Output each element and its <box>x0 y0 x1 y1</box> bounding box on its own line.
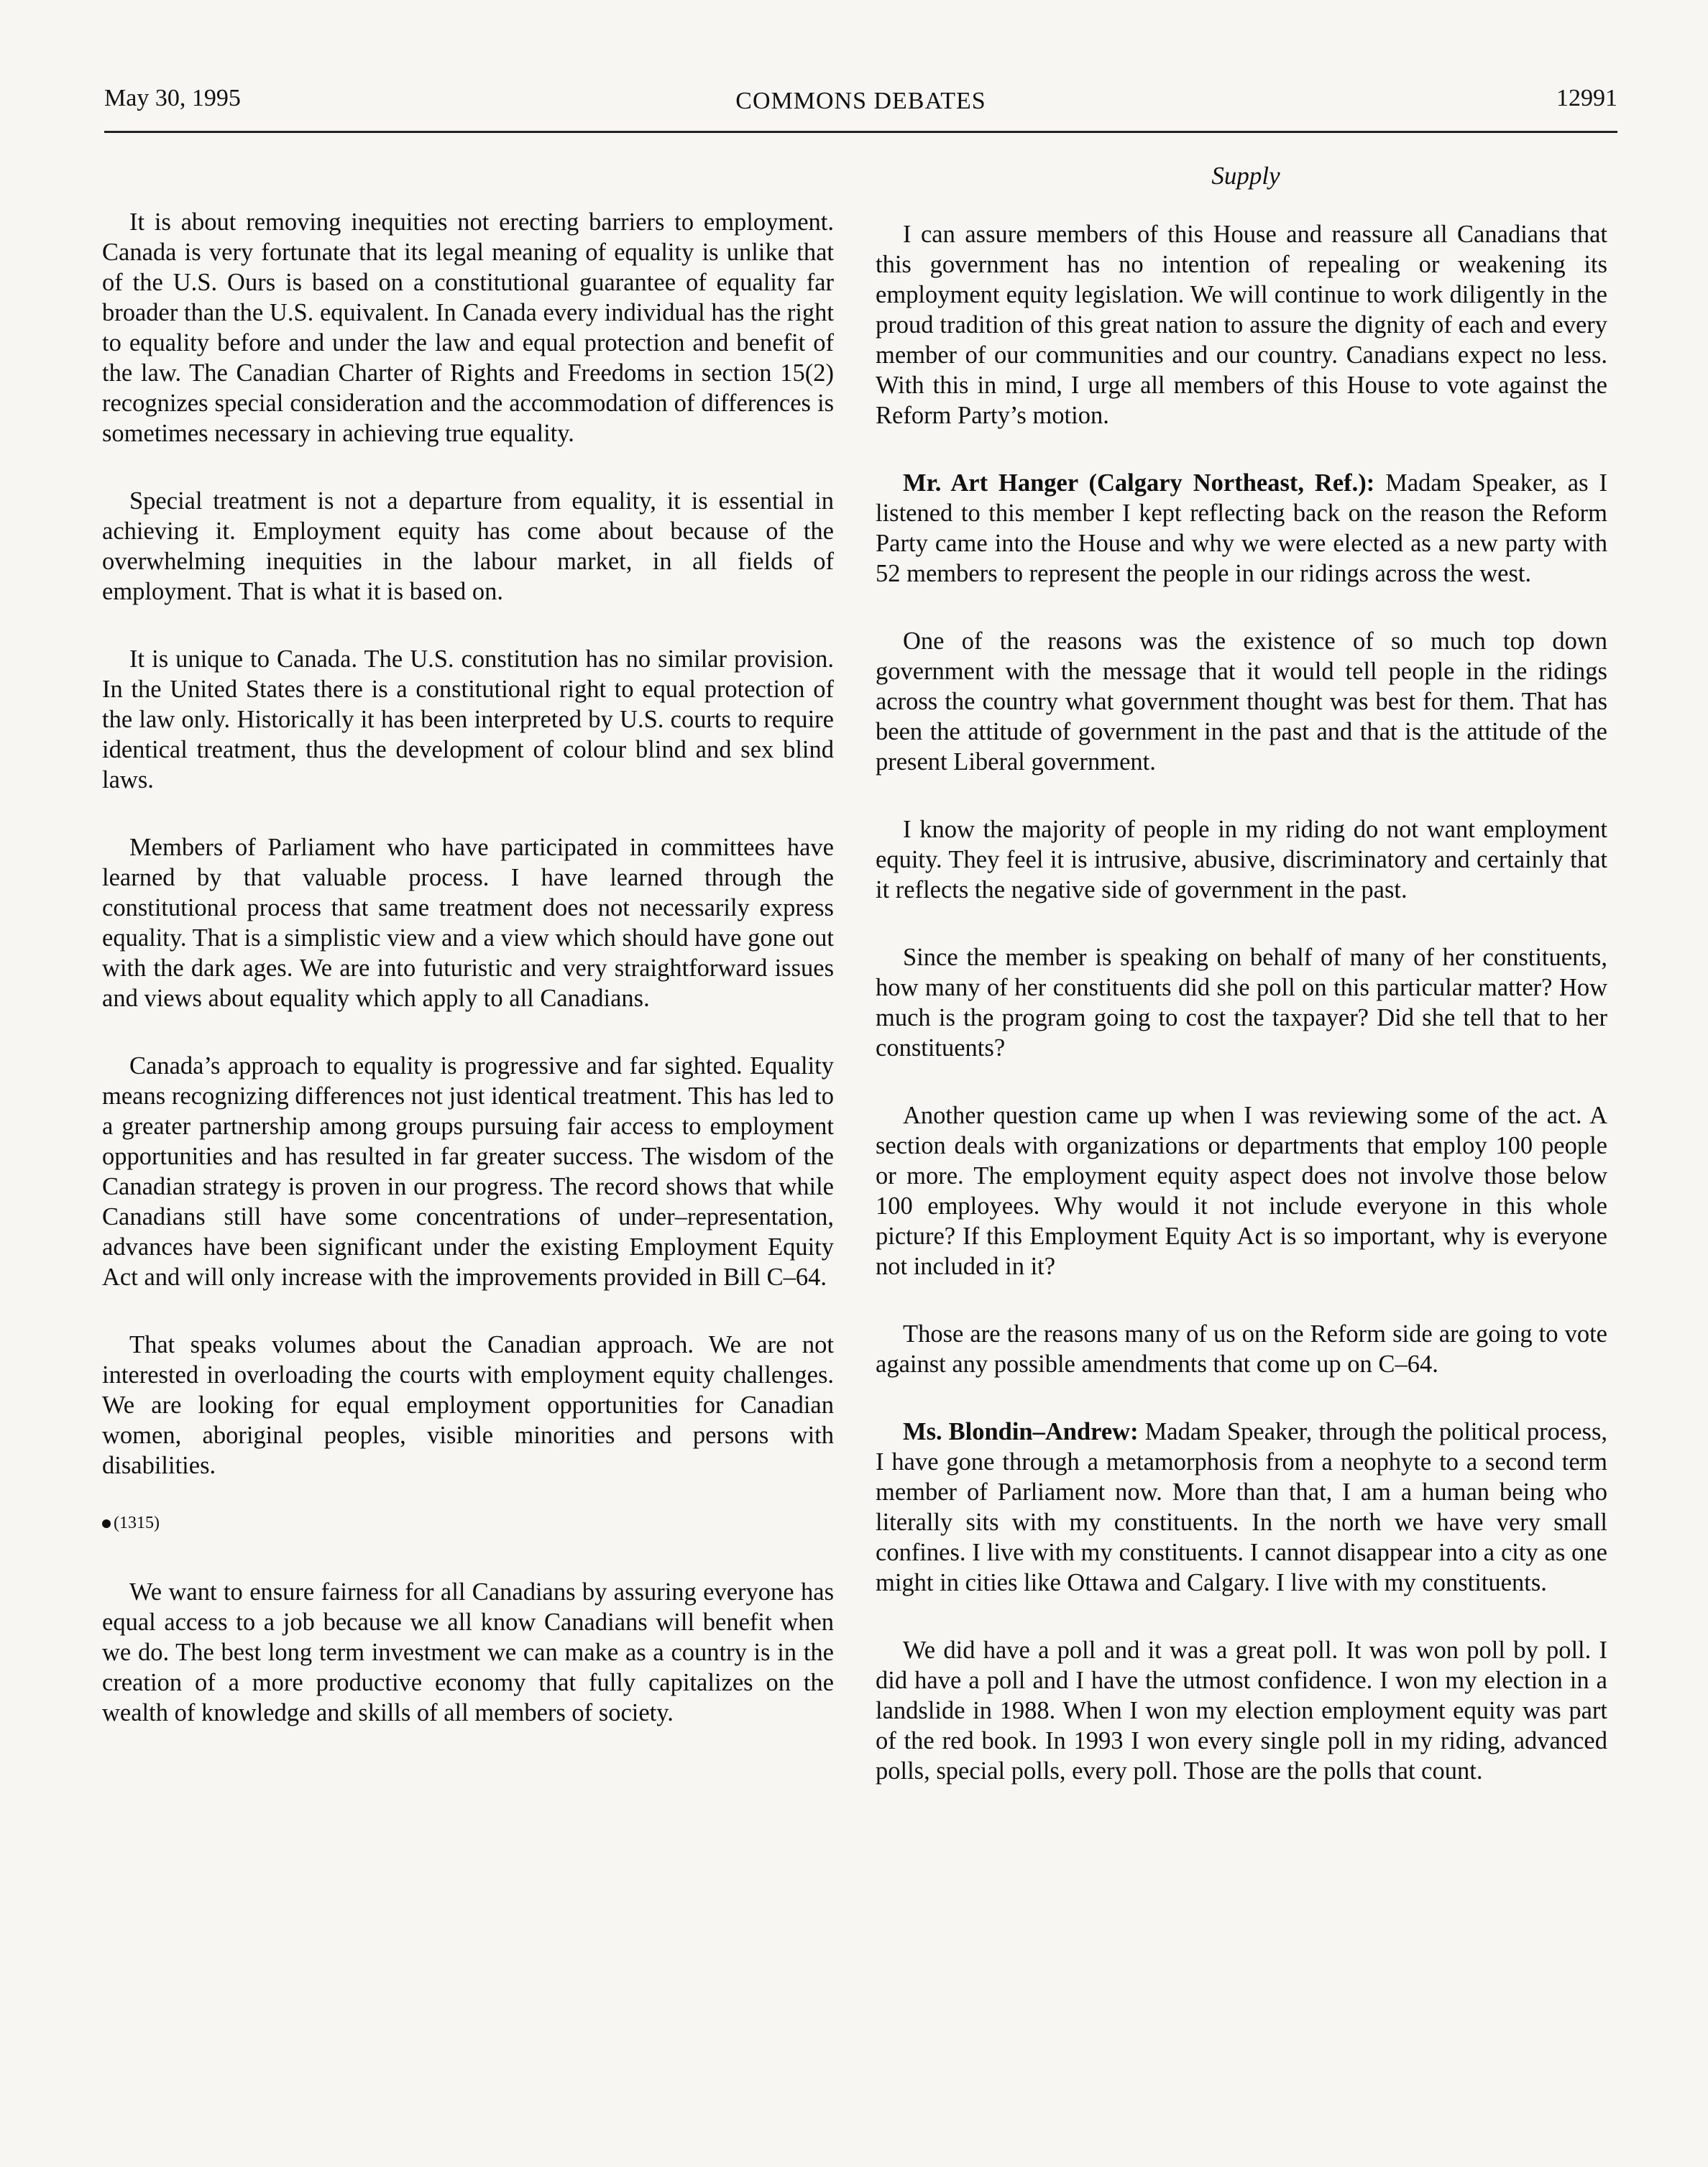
paragraph: Members of Parliament who have participated in committees have learned by that valuable process. I have learned through the constitutional process that same treatment does not necessarily express equality. That is a simplistic view and a view which should have gone out with the dark ages. We are into futuristic and very straightforward issues and views about equality which apply to all Canadians. <box>102 834 834 1012</box>
paragraph <box>876 1417 1607 1598</box>
speech-text: Madam Speaker, as I listened to this member I kept reflecting back on the reason the Reform Party came into the House and why we were elected as a new party with 52 members to represent the people in our ridings across the west. <box>876 469 1607 587</box>
header-page-number: 12991 <box>1556 85 1617 111</box>
paragraph: I know the majority of people in my riding do not want employment equity. They feel it is intrusive, abusive, discriminatory and certainly that it reflects the negative side of government in the past. <box>876 816 1607 903</box>
paragraph: That speaks volumes about the Canadian approach. We are not interested in overloading the courts with employment equity challenges. We are looking for equal employment opportunities for Canadian women, aboriginal peoples, visible minorities and persons with disabilities. <box>102 1331 834 1479</box>
paragraph: We want to ensure fairness for all Canadians by assuring everyone has equal access to a job because we all know Canadians will benefit when we do. The best long term investment we can make as a country is in the creation of a more productive economy that fully capitalizes on the wealth of knowledge and skills of all members of society. <box>102 1578 834 1726</box>
bullet-icon <box>102 1519 111 1528</box>
paragraph: Special treatment is not a departure from equality, it is essential in achieving it. Employment equity has come about because of the overwhelming inequities in the labour market, in all fields of employment. That is what it is based on. <box>102 487 834 605</box>
time-marker <box>102 1512 834 1534</box>
left-column <box>102 207 834 1765</box>
speaker-name: Mr. Art Hanger (Calgary Northeast, Ref.): <box>903 469 1375 497</box>
paragraph: Those are the reasons many of us on the Reform side are going to vote against any possible amendments that come up on C–64. <box>876 1320 1607 1378</box>
section-heading: Supply <box>1211 162 1280 190</box>
paragraph <box>876 468 1607 589</box>
speaker-name: Ms. Blondin–Andrew: <box>903 1418 1139 1445</box>
paragraph: I can assure members of this House and reassure all Canadians that this government has no intention of repealing or weakening its employment equity legislation. We will continue to work diligently in the proud tradition of this great nation to assure the dignity of each and every member of our communities and our country. Canadians expect no less. With this in mind, I urge all members of this House to vote against the Reform Party’s motion. <box>876 221 1607 429</box>
paragraph: Another question came up when I was reviewing some of the act. A section deals with organizations or departments that employ 100 people or more. The employment equity aspect does not involve those below 100 employees. Why would it not include everyone in this whole picture? If this Employment Equity Act is so important, why is everyone not included in it? <box>876 1102 1607 1280</box>
header-date: May 30, 1995 <box>104 85 241 111</box>
paragraph: It is unique to Canada. The U.S. constitution has no similar provision. In the United States there is a constitutional right to equal protection of the law only. Historically it has been interpreted by U.S. courts to require identical treatment, thus the development of colour blind and sex blind laws. <box>102 645 834 793</box>
paragraph: One of the reasons was the existence of so much top down government with the message that it would tell people in the ridings across the country what government thought was best for them. That has been the attitude of government in the past and that is the attitude of the present Liberal government. <box>876 627 1607 776</box>
right-column <box>876 219 1607 1823</box>
time-marker-label: (1315) <box>114 1514 160 1532</box>
paragraph: It is about removing inequities not erecting barriers to employment. Canada is very fortunate that its legal meaning of equality is unlike that of the U.S. Ours is based on a constitutional guarantee of equality far broader than the U.S. equivalent. In Canada every individual has the right to equality before and under the law and equal protection and benefit of the law. The Canadian Charter of Rights and Freedoms in section 15(2) recognizes special consideration and the accommodation of differences is sometimes necessary in achieving true equality. <box>102 208 834 447</box>
page-header <box>104 85 1617 133</box>
paragraph: We did have a poll and it was a great poll. It was won poll by poll. I did have a poll and I have the utmost confidence. I won my election in a landslide in 1988. When I won my election employment equity was part of the red book. In 1993 I won every single poll in my riding, advanced polls, special polls, every poll. Those are the polls that count. <box>876 1637 1607 1785</box>
paragraph: Since the member is speaking on behalf of many of her constituents, how many of her constituents did she poll on this particular matter? How much is the program going to cost the taxpayer? Did she tell that to her constituents? <box>876 944 1607 1062</box>
paragraph: Canada’s approach to equality is progressive and far sighted. Equality means recognizing differences not just identical treatment. This has led to a greater partnership among groups pursuing fair access to employment opportunities and has resulted in far greater success. The wisdom of the Canadian strategy is proven in our progress. The record shows that while Canadians still have some concentrations of under–representation, advances have been significant under the existing Employment Equity Act and will only increase with the improvements provided in Bill C–64. <box>102 1052 834 1291</box>
speech-text: Madam Speaker, through the political process, I have gone through a metamorphosis from a neophyte to a second term member of Parliament now. More than that, I am a human being who literally sits with my constituents. In the north we have very small confines. I live with my constituents. I cannot disappear into a city as one might in cities like Ottawa and Calgary. I live with my constituents. <box>876 1418 1608 1596</box>
header-title: COMMONS DEBATES <box>735 88 986 114</box>
